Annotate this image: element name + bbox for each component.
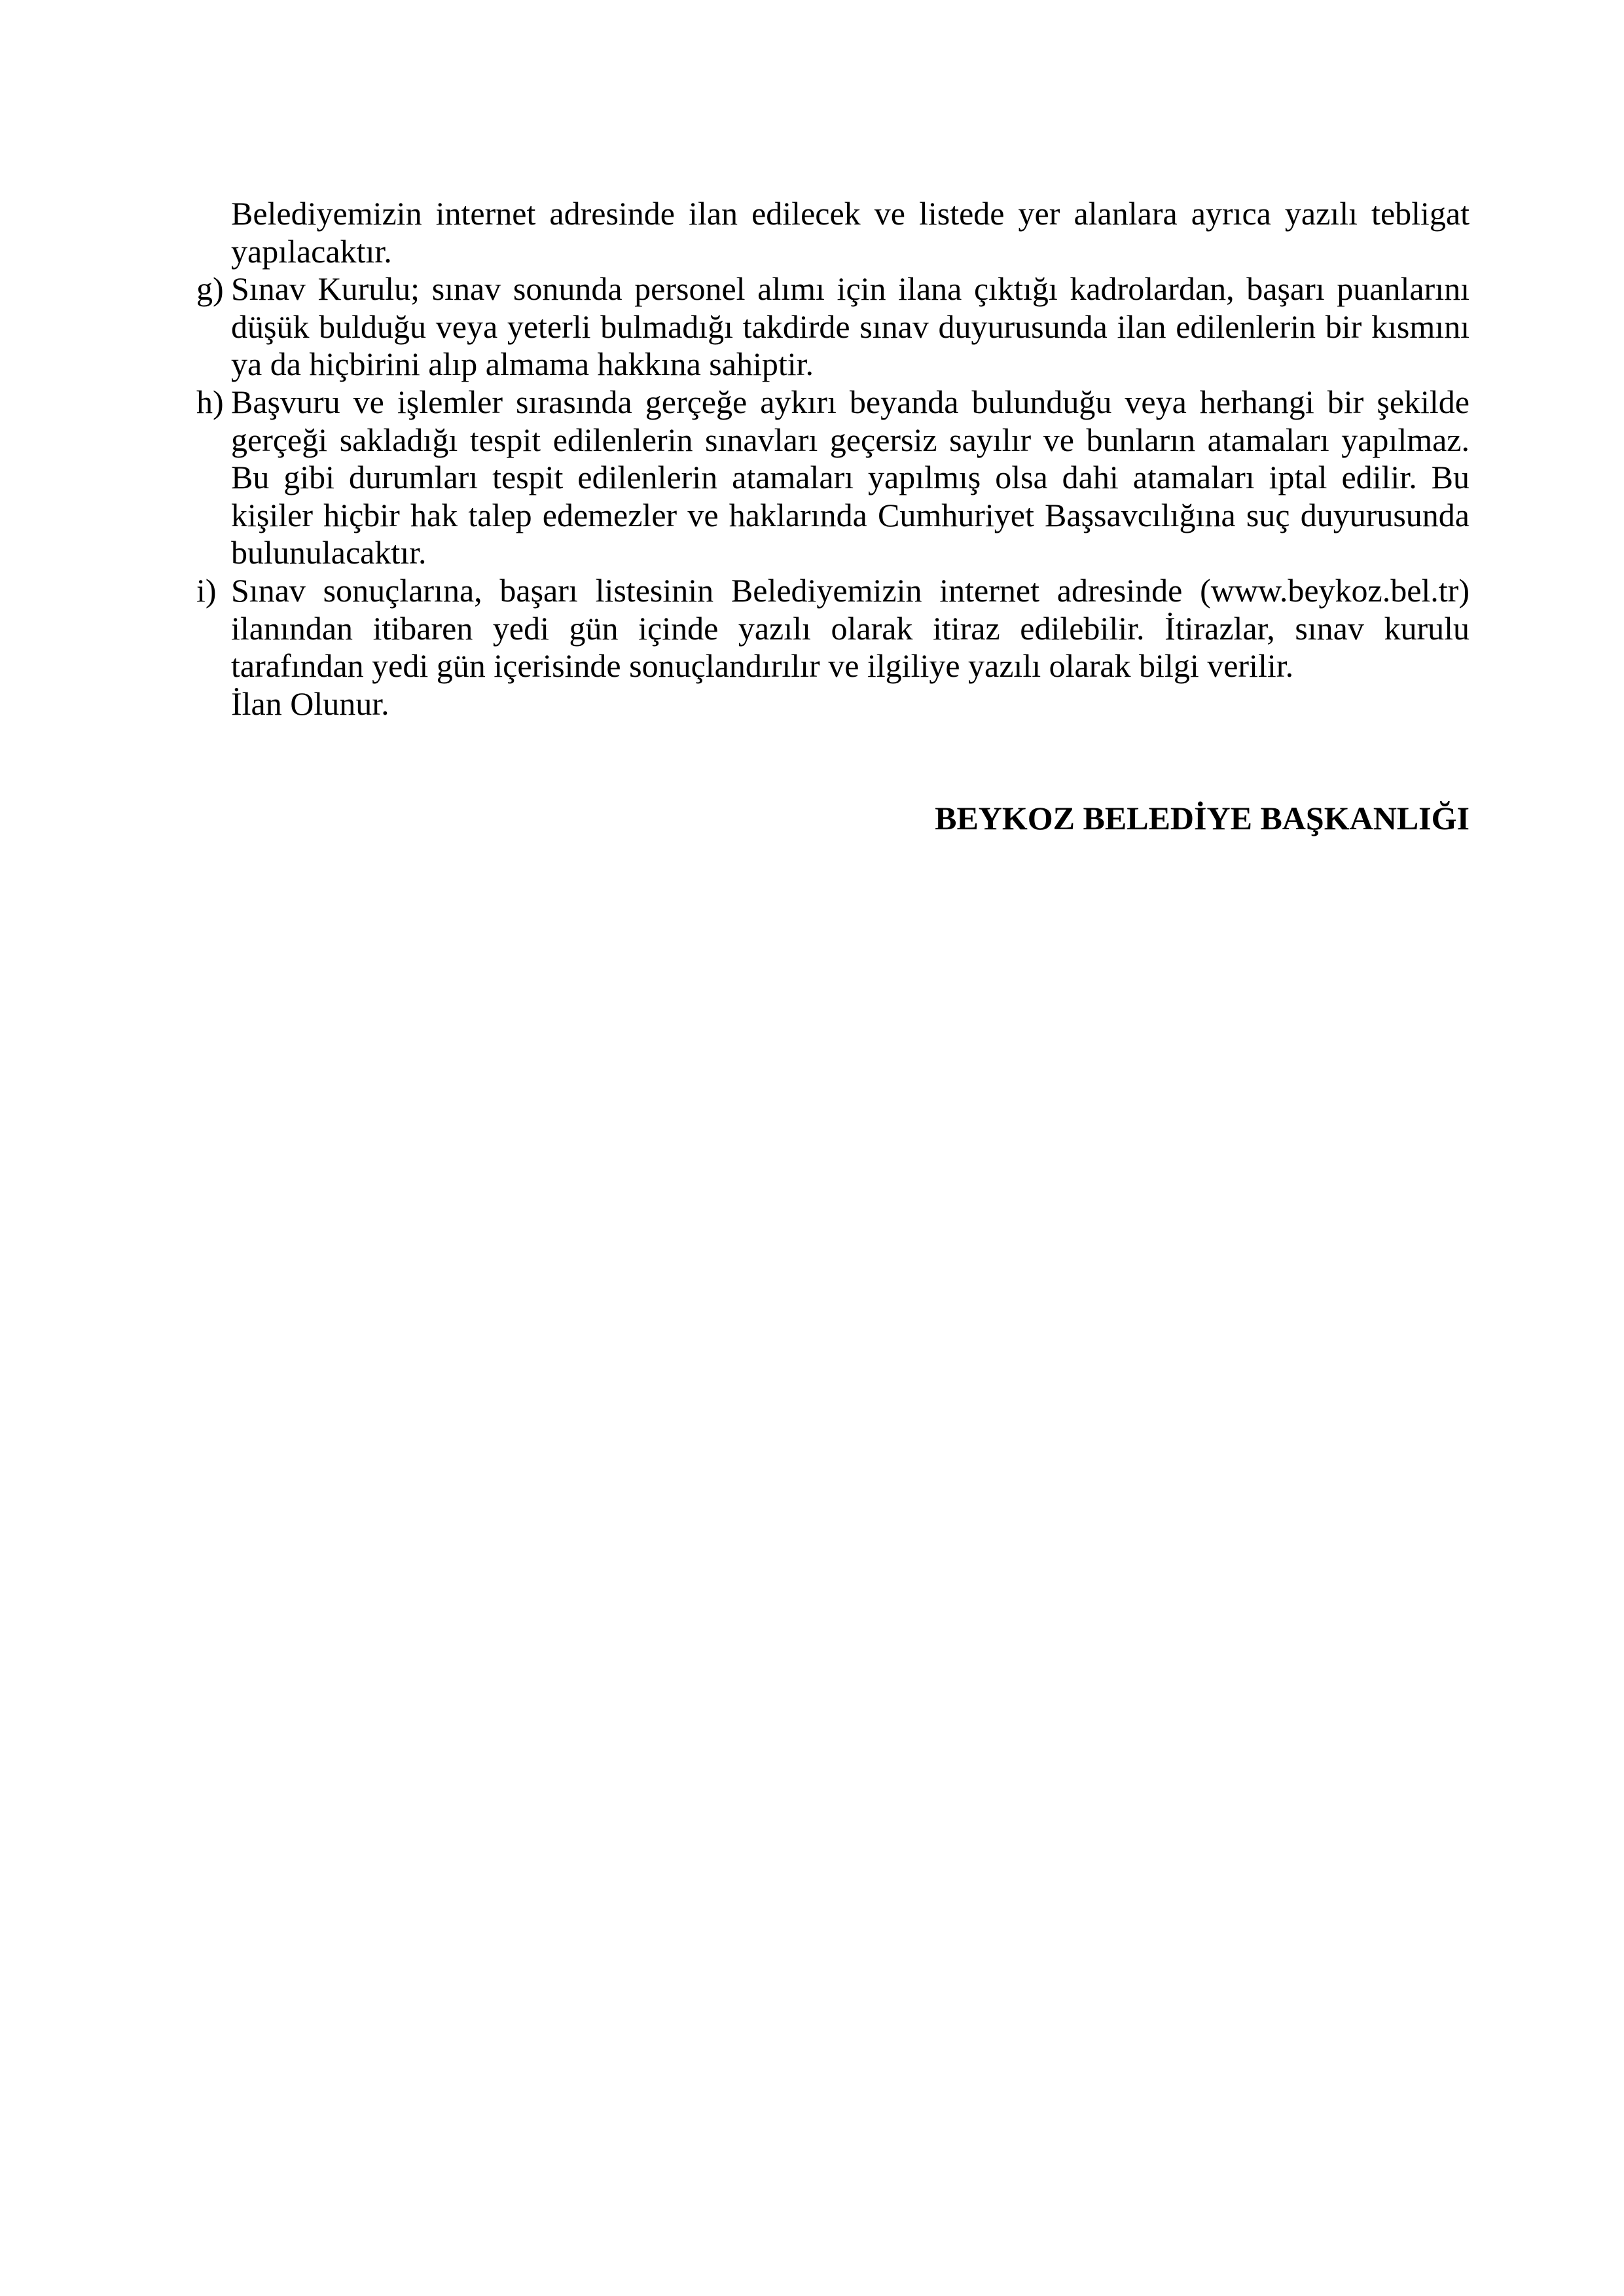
list-item-i-label: i)	[196, 571, 217, 609]
closing-statement: İlan Olunur.	[231, 685, 389, 722]
list-item-h-text: Başvuru ve işlemler sırasında gerçeğe aykırı beyanda bulunduğu veya herhangi bir şekilde gerçeği sakladığı tespit edilenlerin sınavları geçersiz sayılır ve bunların atamaları yapılmaz. Bu gibi durumları tespit edilenlerin atamaları yapılmış olsa dahi atamaları iptal edilir. Bu kişiler hiçbir hak talep edemezler ve haklarında Cumhuriyet Başsavcılığına suç duyurusunda bulunulacaktır.	[231, 383, 1470, 571]
announcement-body	[196, 195, 1470, 838]
list-item-h-label: h)	[196, 383, 224, 420]
list-item-i-text: Sınav sonuçlarına, başarı listesinin Belediyemizin internet adresinde (www.beykoz.bel.tr) ilanından itibaren yedi gün içinde yazılı olarak itiraz edilebilir. İtirazlar, sınav kurulu tarafından yedi gün içerisinde sonuçlandırılır ve ilgiliye yazılı olarak bilgi verilir.	[231, 571, 1470, 685]
list-item-g	[196, 270, 1470, 384]
paragraph-text: Belediyemizin internet adresinde ilan edilecek ve listede yer alanlara ayrıca yazılı tebligat yapılacaktır.	[231, 195, 1470, 270]
signature-heading: BEYKOZ BELEDİYE BAŞKANLIĞI	[935, 800, 1470, 837]
list-item-i	[196, 572, 1470, 685]
list-item-g-text: Sınav Kurulu; sınav sonunda personel alımı için ilana çıktığı kadrolardan, başarı puanlarını düşük bulduğu veya yeterli bulmadığı takdirde sınav duyurusunda ilan edilenlerin bir kısmını ya da hiçbirini alıp almama hakkına sahiptir.	[231, 270, 1470, 383]
paragraph-continuation	[196, 195, 1470, 270]
list-item-h	[196, 384, 1470, 572]
list-item-g-label: g)	[196, 270, 224, 308]
